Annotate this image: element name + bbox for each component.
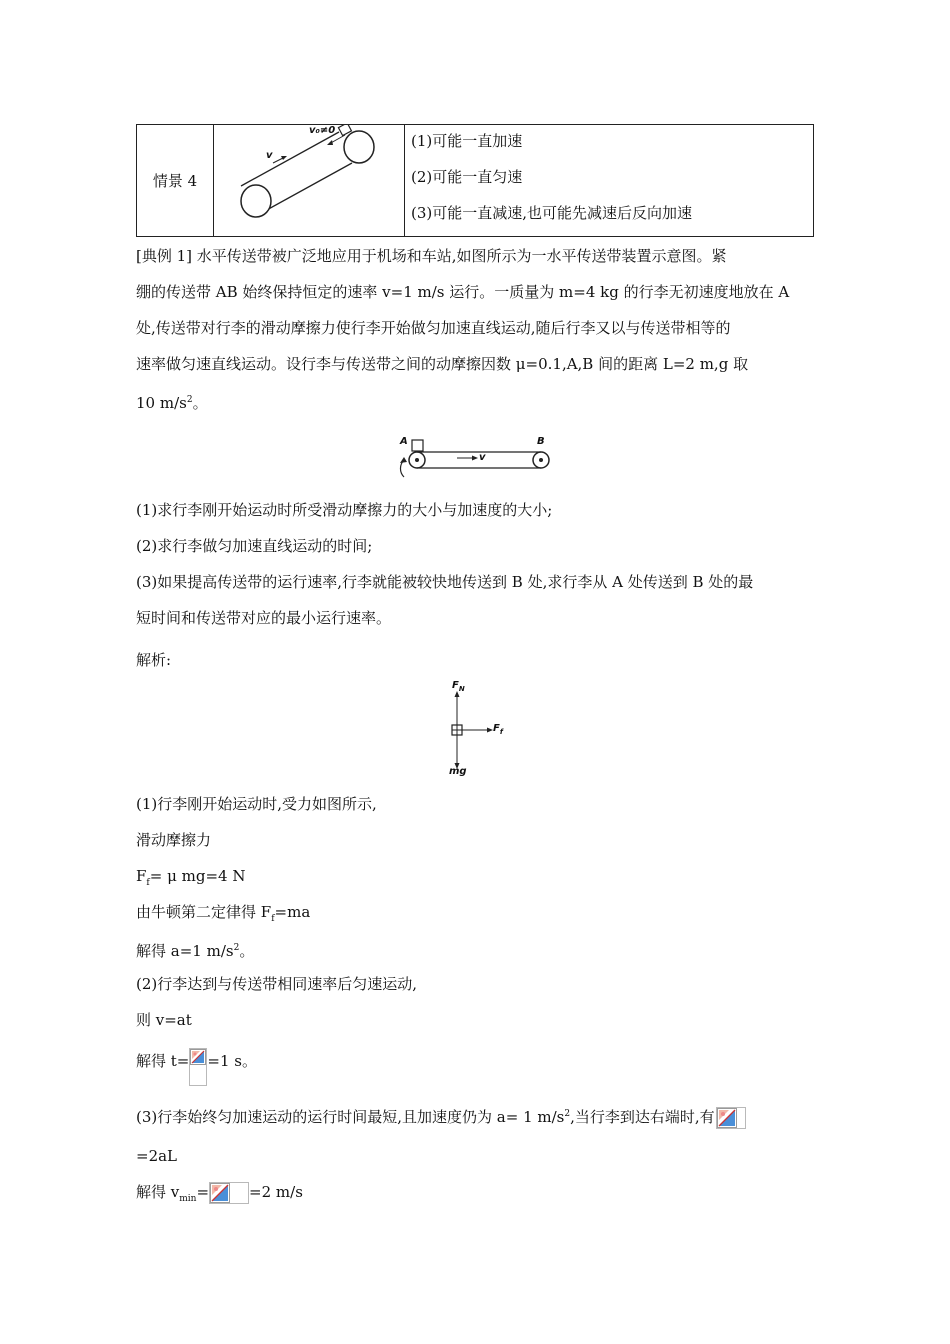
v-label: v bbox=[266, 150, 273, 161]
question: (2)求行李做匀加速直线运动的时间; bbox=[136, 537, 373, 555]
label-b: B bbox=[537, 436, 545, 447]
solution-line-3: $F_f= \mu$ mg=4 N bbox=[136, 867, 246, 888]
scenario-items bbox=[405, 125, 814, 237]
broken-image-icon bbox=[209, 1182, 249, 1204]
analysis-label: 解析: bbox=[136, 651, 172, 669]
question: (3)如果提高传送带的运行速率,行李就能被较快地传送到 B 处,求行李从 A 处传送到 B 处的最 bbox=[136, 573, 754, 591]
paragraph-line: 速率做匀速直线运动。设行李与传送带之间的动摩擦因数 μ=0.1,A,B 间的距离 L=2 m,g 取 bbox=[136, 355, 749, 373]
solution-line-6: (2)行李达到与传送带相同速率后匀速运动, bbox=[136, 975, 418, 993]
paragraph-line: 处,传送带对行李的滑动摩擦力使行李开始做匀加速直线运动,随后行李又以与传送带相等的 bbox=[136, 319, 731, 337]
paragraph-line bbox=[136, 382, 816, 421]
horizontal-belt-diagram bbox=[395, 436, 555, 482]
v0-label: v₀≠0 bbox=[309, 125, 336, 136]
solution-line-9: (3)行李始终匀加速运动的运行时间最短,且加速度仍为 a= 1 $m/s^2$,当行李到达右端时,有 bbox=[136, 1104, 746, 1129]
scenario-item: (1)可能一直加速 bbox=[411, 131, 523, 150]
normal-force-label: $F_N$ bbox=[452, 680, 465, 693]
solution-line-11: 解得 $v_{min}=$ =2 m/s bbox=[136, 1183, 303, 1204]
solution-line-7: 则 v=at bbox=[136, 1011, 192, 1029]
scenario-label: 情景 4 bbox=[137, 125, 214, 237]
solution-line-2: 滑动摩擦力 bbox=[136, 831, 212, 849]
g-value: 10 m/s bbox=[136, 394, 187, 412]
g-exponent: 2 bbox=[186, 395, 193, 405]
solution-line-4: 由牛顿第二定律得 $F_f=ma$ bbox=[136, 903, 311, 924]
force-diagram bbox=[440, 680, 520, 780]
gravity-label: mg bbox=[449, 766, 467, 777]
questions bbox=[136, 492, 816, 636]
scenario-table bbox=[136, 124, 814, 237]
solution-line-5: 解得 a=1 $m/s^2$。 bbox=[136, 942, 255, 960]
label-v: v bbox=[479, 452, 486, 463]
question: 短时间和传送带对应的最小运行速率。 bbox=[136, 609, 392, 627]
broken-image-icon bbox=[189, 1048, 207, 1086]
scenario-item: (3)可能一直减速,也可能先减速后反向加速 bbox=[411, 203, 693, 222]
paragraph-line: 绷的传送带 AB 始终保持恒定的速率 v=1 m/s 运行。一质量为 m=4 kg 的行李无初速度地放在 A bbox=[136, 283, 790, 301]
broken-image-icon bbox=[716, 1107, 746, 1129]
solution-line-10: =2aL bbox=[136, 1147, 178, 1165]
inclined-belt-diagram bbox=[214, 125, 405, 237]
solution-line-8: 解得 t= =1 s。 bbox=[136, 1050, 257, 1086]
example-paragraph bbox=[136, 238, 816, 421]
solution-line-1: (1)行李刚开始运动时,受力如图所示, bbox=[136, 795, 377, 813]
paragraph-line: [典例 1] 水平传送带被广泛地应用于机场和车站,如图所示为一水平传送带装置示意图。紧 bbox=[136, 247, 727, 265]
g-end: 。 bbox=[192, 394, 208, 412]
question: (1)求行李刚开始运动时所受滑动摩擦力的大小与加速度的大小; bbox=[136, 501, 553, 519]
friction-force-label: $F_f$ bbox=[493, 723, 503, 736]
scenario-item: (2)可能一直匀速 bbox=[411, 167, 523, 186]
label-a: A bbox=[400, 436, 408, 447]
